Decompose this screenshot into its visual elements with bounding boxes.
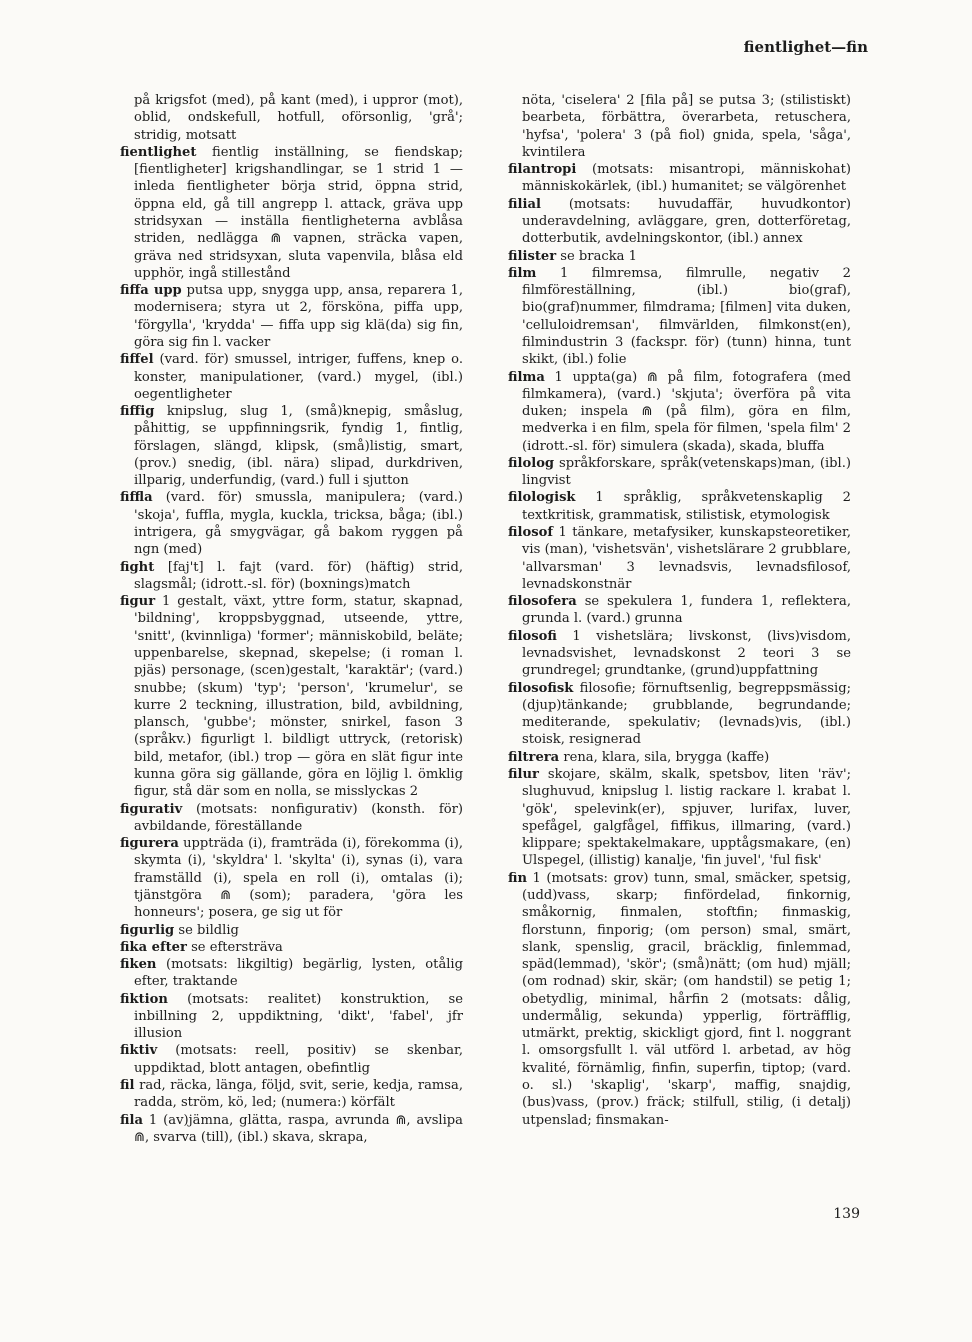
entry-text: se eftersträva bbox=[191, 939, 283, 955]
dictionary-entry bbox=[120, 1077, 463, 1112]
entry-headword: fientlighet bbox=[120, 144, 197, 160]
entry-headword: filial bbox=[508, 196, 541, 212]
entry-text: (motsats: likgiltig) begärlig, lysten, otålig efter, traktande bbox=[134, 957, 464, 990]
dictionary-entry bbox=[120, 144, 463, 282]
entry-headword: figur bbox=[120, 594, 156, 610]
dictionary-entry bbox=[508, 161, 851, 196]
entry-text: nöta, 'ciselera' 2 [fila på] se putsa 3; (stilistiskt) bearbeta, förbättra, överarbeta, retuschera, 'hyfsa', 'polera' 3 (på fiol) gnida, spela, 'såga', kvintilera bbox=[522, 93, 851, 160]
entry-headword: fiffig bbox=[120, 404, 155, 420]
dictionary-entry bbox=[508, 680, 851, 749]
entry-text: 1 (motsats: grov) tunn, smal, smäcker, spetsig, (udd)vass, skarp; finfördelad, finkornig, småkornig, finmalen, stoftfin; finmaskig, florstunn, finporig; (om person) smal, smärt, slank, spenslig, gracil, bräcklig, finlemmad, späd(lemmad), 'skör'; (små)nätt; (om hud) mjäll; (om rodnad) skir, skär; (om handstil) se petig 1; obetydlig, minimal, hårfin 2 (motsats: dålig, undermålig, sekunda) ypperlig, förträfflig, utmärkt, prektig, skickligt gjord, fint l. noggrant l. omsorgsfullt l. väl utförd l. arbetad, av hög kvalité, förnämlig, finfin, superfin, tiptop; (vard. o. sl.) 'skaplig', 'skarp', maffig, snajdig, (bus)vass, (prov.) fräck; stilfull, stilig, (i detalj) utpenslad; finsmakan- bbox=[522, 870, 851, 1128]
entry-text: språkforskare, språk(vetenskaps)man, (ibl.) lingvist bbox=[522, 455, 851, 489]
dictionary-entry bbox=[120, 282, 463, 351]
dictionary-entry bbox=[120, 835, 463, 921]
entry-text: 1 gestalt, växt, yttre form, statur, skapnad, 'bildning', kroppsbyggnad, utseende, yttre, 'snitt', (kvinnliga) 'former'; människobild, beläte; uppenbarelse, skepnad, skepelse; (i roman l. pjäs) personage, (scen)gestalt, 'karaktär'; (vard.) snubbe; (skum) 'typ'; 'person', 'krumelur', se kurre 2 teckning, illustration, bild, avbildning, plansch, 'gubbe'; mönster, snirkel, fason 3 (språkv.) figurligt l. bildligt uttryck, (retorisk) bild, metafor, (ibl.) trop — göra en slät figur inte kunna göra sig gällande, göra en löjlig l. ömklig figur, stå där som en nolla, se misslyckas 2 bbox=[134, 594, 463, 800]
entry-headword: fiffa upp bbox=[120, 283, 182, 299]
entry-text: (motsats: realitet) konstruktion, se inbillning 2, uppdiktning, 'dikt', 'fabel', jfr illusion bbox=[134, 991, 463, 1042]
dictionary-entry bbox=[508, 524, 851, 593]
entry-headword: filosofisk bbox=[508, 680, 574, 696]
dictionary-entry bbox=[120, 801, 463, 836]
entry-text: fientlig inställning, se fiendskap; [fientligheter] krigshandlingar, se 1 strid 1 — inleda fientligheter börja strid, öppna strid, öppna eld, gå till angrepp l. attack, gräva upp stridsyxan — inställa fientligheterna avblåsa striden, nedlägga ⋒ vapnen, sträcka vapen, gräva ned stridsyxan, sluta vapenvila, blåsa eld upphör, ingå stillestånd bbox=[134, 144, 463, 281]
dictionary-entry bbox=[120, 593, 463, 800]
entry-headword: film bbox=[508, 265, 537, 281]
entry-text: (motsats: huvudaffär, huvudkontor) underavdelning, avläggare, gren, dotterföretag, dotterbutik, avdelningskontor, (ibl.) annex bbox=[522, 196, 851, 247]
entry-headword: fiffel bbox=[120, 352, 154, 368]
right-column bbox=[508, 92, 851, 1129]
entry-text: 1 tänkare, metafysiker, kunskapsteoretiker, vis (man), 'vishetsvän', vishetslärare 2 grubblare, 'allvarsman' 3 levnadsvis, levnadsfilosof, levnadskonstnär bbox=[522, 525, 851, 592]
dictionary-entry bbox=[120, 922, 463, 939]
entry-headword: fin bbox=[508, 870, 528, 886]
entry-text: se bildlig bbox=[178, 922, 239, 938]
entry-text: skojare, skälm, skalk, spetsbov, liten 'räv'; slughuvud, knipslug l. listig rackare l. krabat l. 'gök', spelevink(er), spjuver, lurifax, luver, spefågel, galgfågel, fiffikus, illmaring, (vard.) klippare; spektakelmakare, upptågsmakare, (en) Ulspegel, (illistig) kanalje, 'fin juvel', 'ful fisk' bbox=[522, 766, 851, 869]
entry-headword: fil bbox=[120, 1078, 135, 1094]
entry-headword: fiktiv bbox=[120, 1043, 158, 1059]
dictionary-entry bbox=[120, 1042, 463, 1077]
dictionary-entry bbox=[508, 870, 851, 1129]
entry-text: på krigsfot (med), på kant (med), i uppror (mot), oblid, ondskefull, hotfull, oförsonlig, 'grå'; stridig, motsatt bbox=[134, 93, 463, 143]
entry-text: 1 (av)jämna, glätta, raspa, avrunda ⋒, avslipa ⋒, svarva (till), (ibl.) skava, skrapa, bbox=[134, 1112, 463, 1145]
dictionary-entry bbox=[120, 92, 463, 144]
entry-headword: filister bbox=[508, 248, 557, 264]
entry-text: 1 vishetslära; livskonst, (livs)visdom, levnadsvishet, levnadskonst 2 teori 3 se grundregel; grundtanke, (grund)uppfattning bbox=[522, 628, 851, 679]
entry-text: knipslug, slug 1, (små)knepig, småslug, påhittig, se uppfinningsrik, fyndig 1, fintlig, förslagen, slängd, klipsk, (små)listig, smart, (prov.) snedig, (ibl. nära) slipad, durkdriven, illparig, underfundig, (vard.) full i sjutton bbox=[134, 404, 463, 489]
page-number: 139 bbox=[833, 1206, 860, 1222]
entry-headword: filologisk bbox=[508, 490, 576, 506]
running-head: fientlighet—fin bbox=[743, 38, 868, 56]
dictionary-entry bbox=[508, 593, 851, 628]
entry-headword: filosofera bbox=[508, 594, 577, 610]
dictionary-entry bbox=[508, 766, 851, 870]
entry-text: 1 språklig, språkvetenskaplig 2 textkritisk, grammatisk, stilistisk, etymologisk bbox=[522, 490, 851, 523]
entry-text: [faj't] l. fajt (vard. för) (häftig) strid, slagsmål; (idrott.-sl. för) (boxnings)match bbox=[134, 559, 463, 592]
entry-headword: filur bbox=[508, 766, 539, 782]
entry-headword: fila bbox=[120, 1112, 143, 1128]
entry-headword: filtrera bbox=[508, 749, 560, 765]
entry-text: filosofie; förnuftsenlig, begreppsmässig; (djup)tänkande; grubblande, begrundande; mediterande, spekulativ; (levnads)vis, (ibl.) stoisk, resignerad bbox=[522, 680, 851, 748]
dictionary-entry bbox=[508, 248, 851, 265]
entry-text: (motsats: nonfigurativ) (konsth. för) avbildande, föreställande bbox=[134, 801, 463, 834]
entry-text: (motsats: misantropi, människohat) människokärlek, (ibl.) humanitet; se välgörenhet bbox=[522, 162, 851, 195]
dictionary-entry bbox=[120, 956, 463, 991]
dictionary-entry bbox=[508, 265, 851, 369]
entry-headword: filosofi bbox=[508, 628, 557, 644]
entry-headword: filma bbox=[508, 369, 545, 385]
dictionary-entry bbox=[120, 489, 463, 558]
dictionary-entry bbox=[120, 403, 463, 489]
entry-headword: filosof bbox=[508, 525, 553, 541]
entry-text: se spekulera 1, fundera 1, reflektera, grunda l. (vard.) grunna bbox=[522, 594, 851, 627]
entry-headword: fight bbox=[120, 559, 155, 575]
entry-text: se bracka 1 bbox=[560, 248, 637, 264]
entry-headword: figurera bbox=[120, 836, 179, 852]
dictionary-entry bbox=[120, 351, 463, 403]
dictionary-entry bbox=[120, 991, 463, 1043]
entry-text: (motsats: reell, positiv) se skenbar, uppdiktad, blott antagen, obefintlig bbox=[134, 1043, 463, 1076]
dictionary-entry bbox=[508, 628, 851, 680]
entry-headword: fika efter bbox=[120, 939, 187, 955]
entry-text: (vard. för) smussla, manipulera; (vard.) 'skoja', fuffla, mygla, kuckla, tricksa, båga; (ibl.) intrigera, gå smygvägar, gå bakom ryggen på ngn (med) bbox=[134, 490, 463, 558]
dictionary-entry bbox=[508, 749, 851, 766]
entry-text: rena, klara, sila, brygga (kaffe) bbox=[563, 749, 770, 765]
entry-text: 1 filmremsa, filmrulle, negativ 2 filmföreställning, (ibl.) bio(graf), bio(graf)nummer, filmdrama; [filmen] vita duken, 'celluloidremsan', filmvärlden, filmkonst(en), filmindustrin 3 (fackspr. för) (tunn) hinna, tunt skikt, (ibl.) folie bbox=[522, 265, 851, 368]
dictionary-entry bbox=[120, 1112, 463, 1147]
entry-text: rad, räcka, länga, följd, svit, serie, kedja, ramsa, radda, ström, kö, led; (numera:) körfält bbox=[134, 1078, 463, 1111]
dictionary-entry bbox=[508, 455, 851, 490]
dictionary-entry bbox=[120, 559, 463, 594]
dictionary-entry bbox=[508, 369, 851, 455]
dictionary-entry bbox=[120, 939, 463, 956]
left-column bbox=[120, 92, 463, 1146]
entry-headword: figurlig bbox=[120, 922, 175, 938]
dictionary-entry bbox=[508, 92, 851, 161]
entry-headword: filolog bbox=[508, 455, 555, 471]
entry-headword: fiken bbox=[120, 957, 157, 973]
entry-headword: fiktion bbox=[120, 991, 168, 1007]
entry-headword: fiffla bbox=[120, 490, 153, 506]
dictionary-entry bbox=[508, 489, 851, 524]
entry-text: uppträda (i), framträda (i), förekomma (i), skymta (i), 'skyldra' l. 'skylta' (i), synas (i), vara framställd (i), spela en roll (i), omtalas (i); tjänstgöra ⋒ (som); paradera, 'göra les honneurs'; posera, ge sig ut för bbox=[134, 836, 463, 921]
entry-text: putsa upp, snygga upp, ansa, reparera 1, modernisera; styra ut 2, försköna, piffa upp, 'förgylla', 'krydda' — fiffa upp sig klä(da) sig fin, göra sig fin l. vacker bbox=[134, 283, 464, 350]
entry-headword: figurativ bbox=[120, 801, 183, 817]
entry-text: (vard. för) smussel, intriger, fuffens, knep o. konster, manipulationer, (vard.) mygel, (ibl.) oegentligheter bbox=[134, 352, 463, 402]
dictionary-entry bbox=[508, 196, 851, 248]
entry-text: 1 uppta(ga) ⋒ på film, fotografera (med filmkamera), (vard.) 'skjuta'; överföra på vita duken; inspela ⋒ (på film), göra en film, medverka i en film, spela för filmen, 'spela film' 2 (idrott.-sl. för) simulera (skada), skada, bluffa bbox=[522, 369, 851, 454]
entry-headword: filantropi bbox=[508, 162, 577, 178]
